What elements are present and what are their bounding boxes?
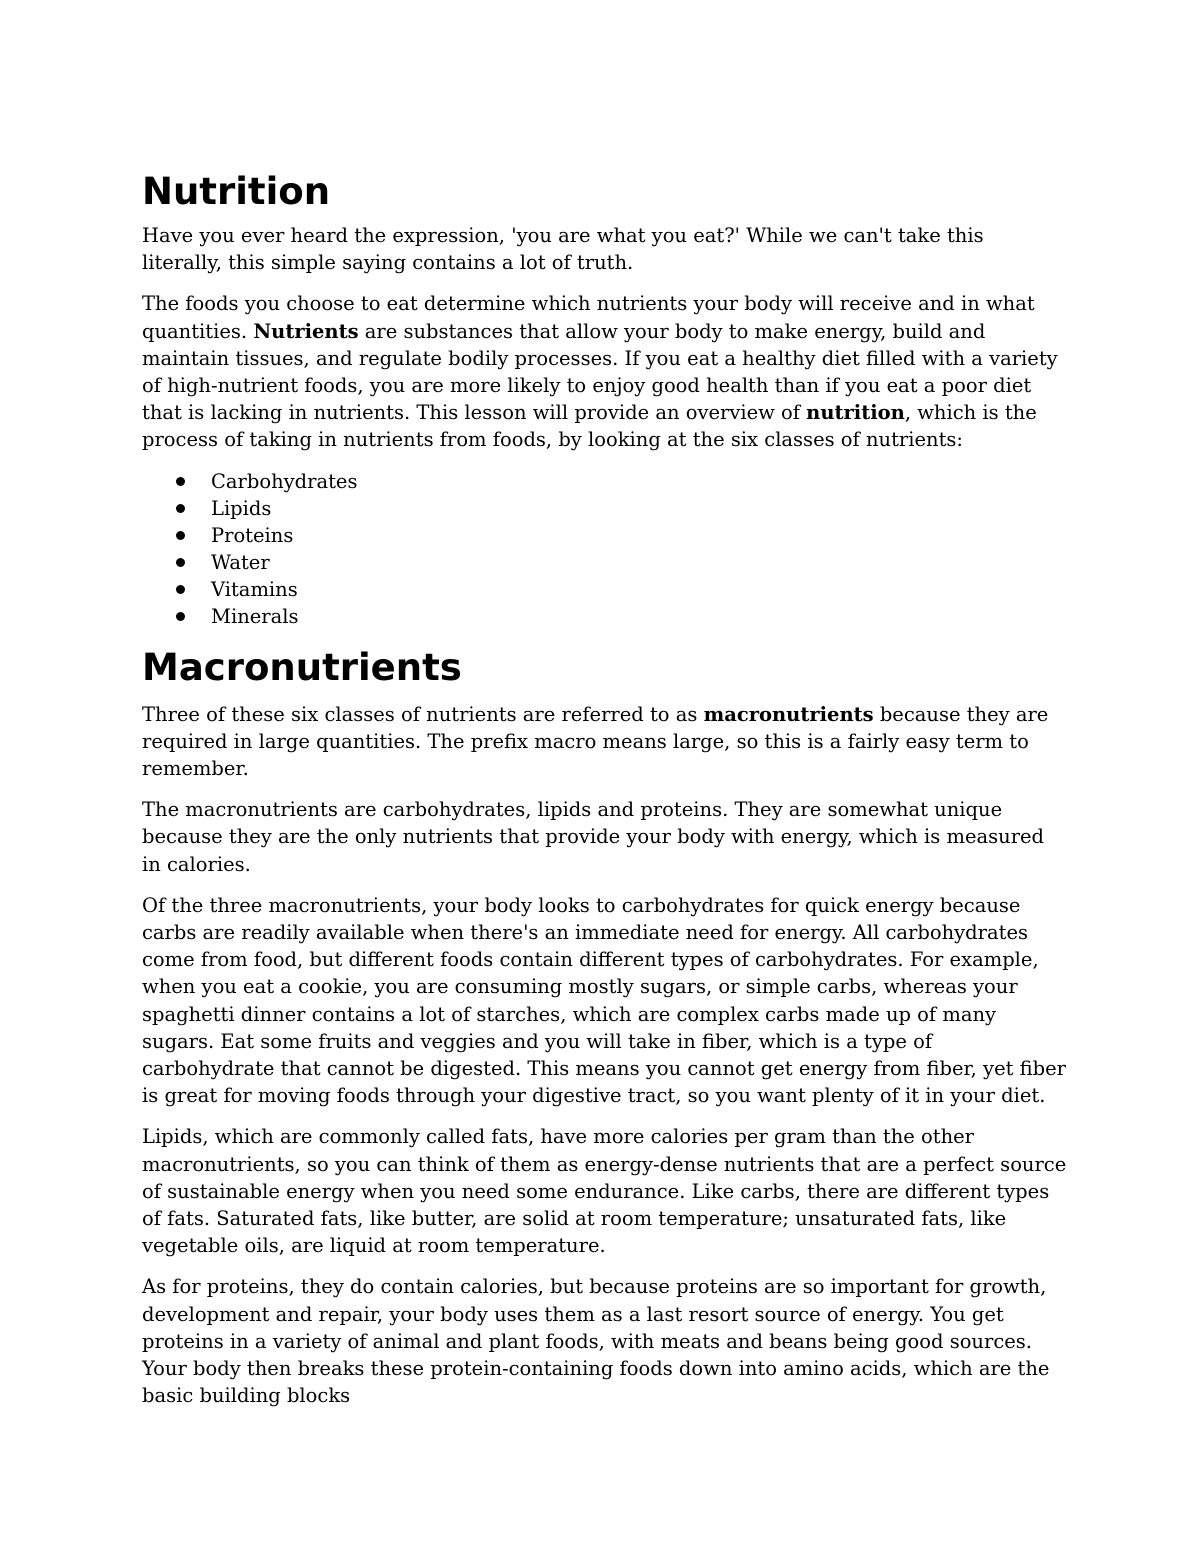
macro-paragraph-3: Of the three macronutrients, your body looks to carbohydrates for quick energy because carbs are readily available when there's an immediate need for energy. All carbohydrates come from food, but different foods contain different types of carbohydrates. For example, when you eat a cookie, you are consuming mostly sugars, or simple carbs, whereas your spaghetti dinner contains a lot of starches, which are complex carbs made up of many sugars. Eat some fruits and veggies and you will take in fiber, which is a type of carbohydrate that cannot be digested. This means you cannot get energy from fiber, yet fiber is great for moving foods through your digestive tract, so you want plenty of it in your diet. [142, 893, 1067, 1108]
intro-p2-text-a: The foods you choose to eat determine which nutrients your body will receive and in what quantities. [142, 292, 1035, 343]
bullet-icon [176, 585, 185, 594]
bullet-icon [176, 504, 185, 513]
macro-p1-text-c: because they are required in large quantities. The prefix macro means large, so this is a fairly easy term to remember. [142, 702, 1049, 781]
macro-paragraph-5: As for proteins, they do contain calories, but because proteins are so important for growth, development and repair, your body uses them as a last resort source of energy. You get proteins in a variety of animal and plant foods, with meats and beans being good sources. Your body then breaks these protein-containing foods down into amino acids, which are the basic building blocks [142, 1275, 1050, 1408]
macro-p1-text-a: Three of these six classes of nutrients are referred to as [142, 702, 704, 726]
list-item-label: Vitamins [211, 577, 298, 601]
list-item-label: Water [211, 550, 270, 574]
list-item-label: Minerals [211, 604, 299, 628]
list-item [142, 522, 1067, 549]
bullet-icon [176, 612, 185, 621]
bullet-icon [176, 531, 185, 540]
section-heading-macronutrients: Macronutrients [142, 645, 462, 689]
intro-p2-text-c: are substances that allow your body to make energy, build and maintain tissues, and regulate bodily processes. If you eat a healthy diet filled with a variety of high-nutrient foods, you are more likely to enjoy good health than if you eat a poor diet that is lacking in nutrients. This lesson will provide an overview of [142, 319, 1058, 425]
intro-paragraph-1: Have you ever heard the expression, 'you are what you eat?' While we can't take this literally, this simple saying contains a lot of truth. [142, 224, 984, 275]
intro-paragraph-2 [142, 290, 1067, 453]
list-item-label: Proteins [211, 523, 294, 547]
bullet-icon [176, 477, 185, 486]
nutrient-class-list-wrap [142, 468, 1067, 630]
nutrient-class-list [142, 468, 1067, 630]
page-title: Nutrition [142, 170, 331, 213]
list-item [142, 549, 1067, 576]
list-item-label: Carbohydrates [211, 469, 358, 493]
list-item [142, 603, 1067, 630]
bullet-icon [176, 558, 185, 567]
macro-paragraph-1 [142, 701, 1067, 783]
document-page [142, 168, 1067, 1424]
macro-paragraph-2: The macronutrients are carbohydrates, lipids and proteins. They are somewhat unique because they are the only nutrients that provide your body with energy, which is measured in calories. [142, 798, 1045, 876]
intro-p2-text-e: , which is the process of taking in nutrients from foods, by looking at the six classes of nutrients: [142, 401, 1037, 452]
list-item [142, 576, 1067, 603]
list-item-label: Lipids [211, 496, 272, 520]
macronutrients-term: macronutrients [703, 702, 874, 726]
list-item [142, 495, 1067, 522]
macro-paragraph-4: Lipids, which are commonly called fats, have more calories per gram than the other macronutrients, so you can think of them as energy-dense nutrients that are a perfect source of sustainable energy when you need some endurance. Like carbs, there are different types of fats. Saturated fats, like butter, are solid at room temperature; unsaturated fats, like vegetable oils, are liquid at room temperature. [142, 1125, 1067, 1258]
list-item [142, 468, 1067, 495]
nutrition-term: nutrition [806, 401, 905, 425]
nutrients-term: Nutrients [253, 319, 359, 343]
